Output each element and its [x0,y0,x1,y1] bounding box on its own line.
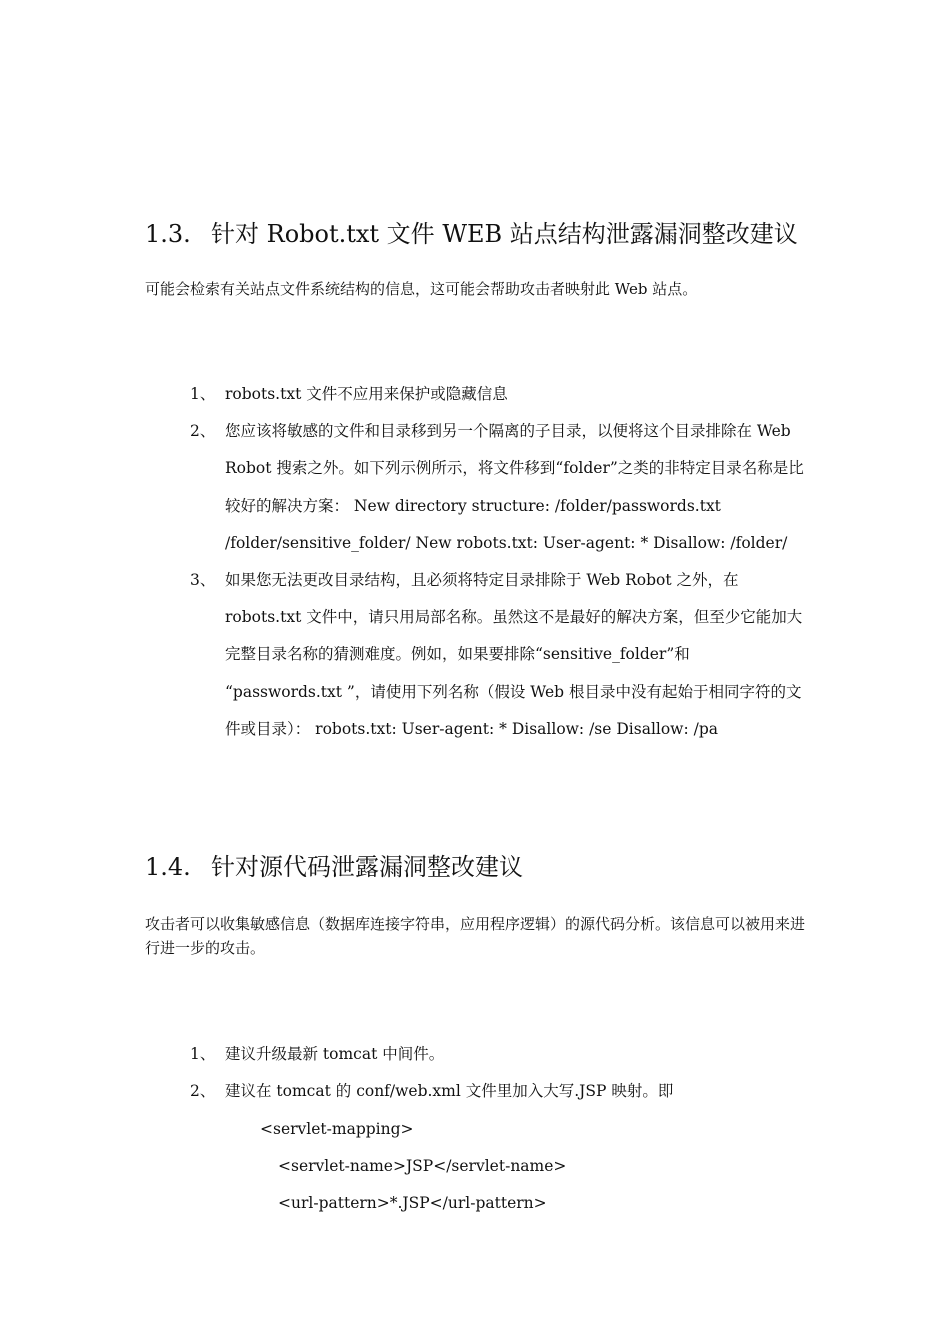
list-marker: 2、 [190,1082,216,1101]
recommendation-list-1-4 [0,1036,950,1110]
list-marker: 3、 [190,571,216,590]
list-item-text: 建议升级最新 tomcat 中间件。 [225,1045,445,1063]
list-item-text: 如果您无法更改目录结构，且必须将特定目录排除于 Web Robot 之外，在 robots.txt 文件中，请只用局部名称。虽然这不是最好的解决方案，但至少它能加大完整目录名称的猜测难度。例如，如果要排除“sensitive_folder”和 “passwords.txt ”，请使用下列名称（假设 Web 根目录中没有起始于相同字符的文件或目录）： robots.txt: User-agent: * Disallow: /se Disallow: /pa [225,571,803,738]
section-title: 针对 Robot.txt 文件 WEB 站点结构泄露漏洞整改建议 [211,220,798,248]
list-item [0,376,950,413]
section-description: 可能会检索有关站点文件系统结构的信息，这可能会帮助攻击者映射此 Web 站点。 [145,280,698,298]
recommendation-list-1-3 [0,376,950,748]
section-number: 1.3. [145,220,191,248]
section-heading-1-4 [145,851,523,883]
list-item [0,413,950,562]
list-item [0,562,950,748]
section-title: 针对源代码泄露漏洞整改建议 [211,853,523,881]
list-item [0,1036,950,1073]
list-item [0,1073,950,1110]
list-marker: 2、 [190,422,216,441]
section-number: 1.4. [145,853,191,881]
code-line-servlet-mapping: <servlet-mapping> [260,1120,414,1138]
list-item-text: robots.txt 文件不应用来保护或隐藏信息 [225,385,508,403]
list-item-text: 您应该将敏感的文件和目录移到另一个隔离的子目录，以便将这个目录排除在 Web Robot 搜索之外。如下列示例所示，将文件移到“folder”之类的非特定目录名称是比较好的解决方案： New directory structure: /folder/passwords.txt /folder/sensitive_folder/ New robots.txt: User-agent: * Disallow: /folder/ [225,422,804,552]
section-description: 攻击者可以收集敏感信息（数据库连接字符串，应用程序逻辑）的源代码分析。该信息可以被用来进行进一步的攻击。 [145,915,806,957]
code-line-url-pattern: <url-pattern>*.JSP</url-pattern> [278,1194,547,1212]
section-heading-1-3 [145,218,798,250]
list-marker: 1、 [190,385,216,403]
list-marker: 1、 [190,1045,216,1063]
list-item-text: 建议在 tomcat 的 conf/web.xml 文件里加入大写.JSP 映射。即 [225,1082,674,1101]
code-line-servlet-name: <servlet-name>JSP</servlet-name> [278,1157,567,1175]
